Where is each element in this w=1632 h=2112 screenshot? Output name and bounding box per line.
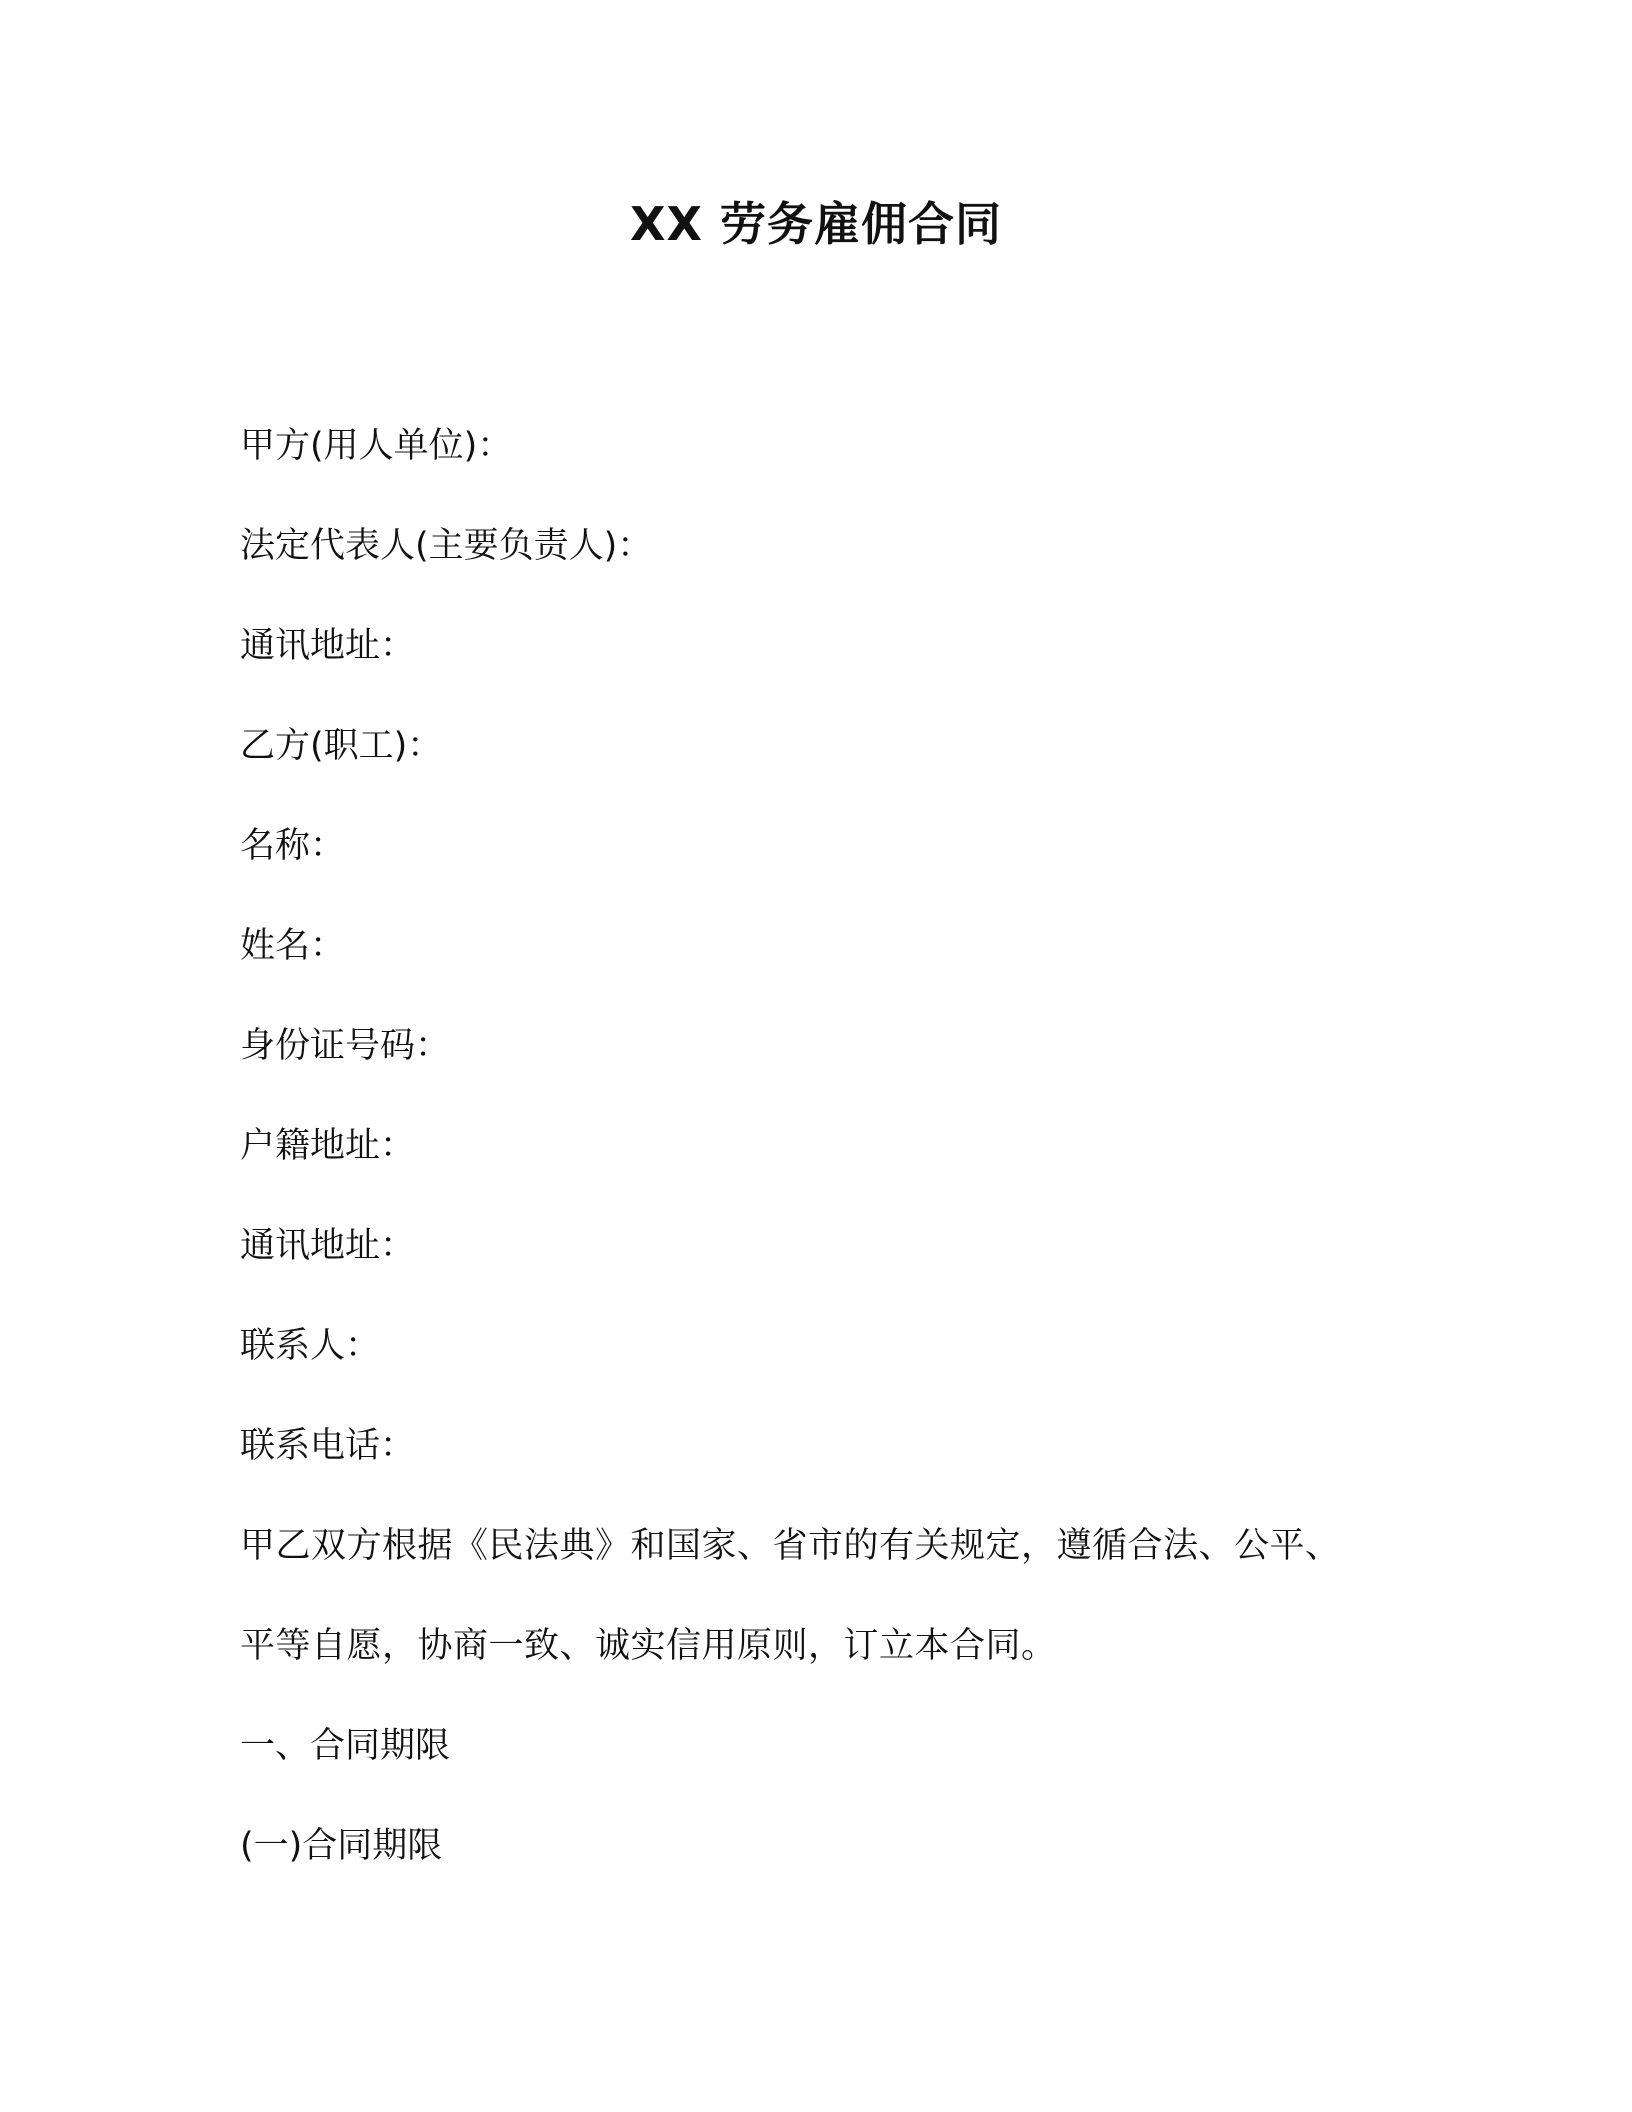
field-party-a-address: 通讯地址： [240,626,416,666]
document-title: XX 劳务雇佣合同 [630,197,1002,251]
field-full-name: 姓名： [240,926,346,966]
field-legal-representative: 法定代表人(主要负责人)： [240,526,653,566]
field-party-b-address: 通讯地址： [240,1226,416,1266]
subsection-heading: (一)合同期限 [240,1826,443,1866]
field-contact-phone: 联系电话： [240,1426,416,1466]
field-party-b: 乙方(职工)： [240,726,443,766]
field-party-a: 甲方(用人单位)： [240,426,513,466]
field-contact-person: 联系人： [240,1326,381,1366]
field-household-address: 户籍地址： [240,1126,416,1166]
intro-line: 平等自愿，协商一致、诚实信用原则，订立本合同。 [240,1626,1057,1666]
field-name-title: 名称： [240,826,346,866]
section-heading: 一、合同期限 [240,1726,451,1766]
intro-line: 甲乙双方根据《民法典》和国家、省市的有关规定，遵循合法、公平、 [240,1526,1341,1566]
field-id-number: 身份证号码： [240,1026,451,1066]
